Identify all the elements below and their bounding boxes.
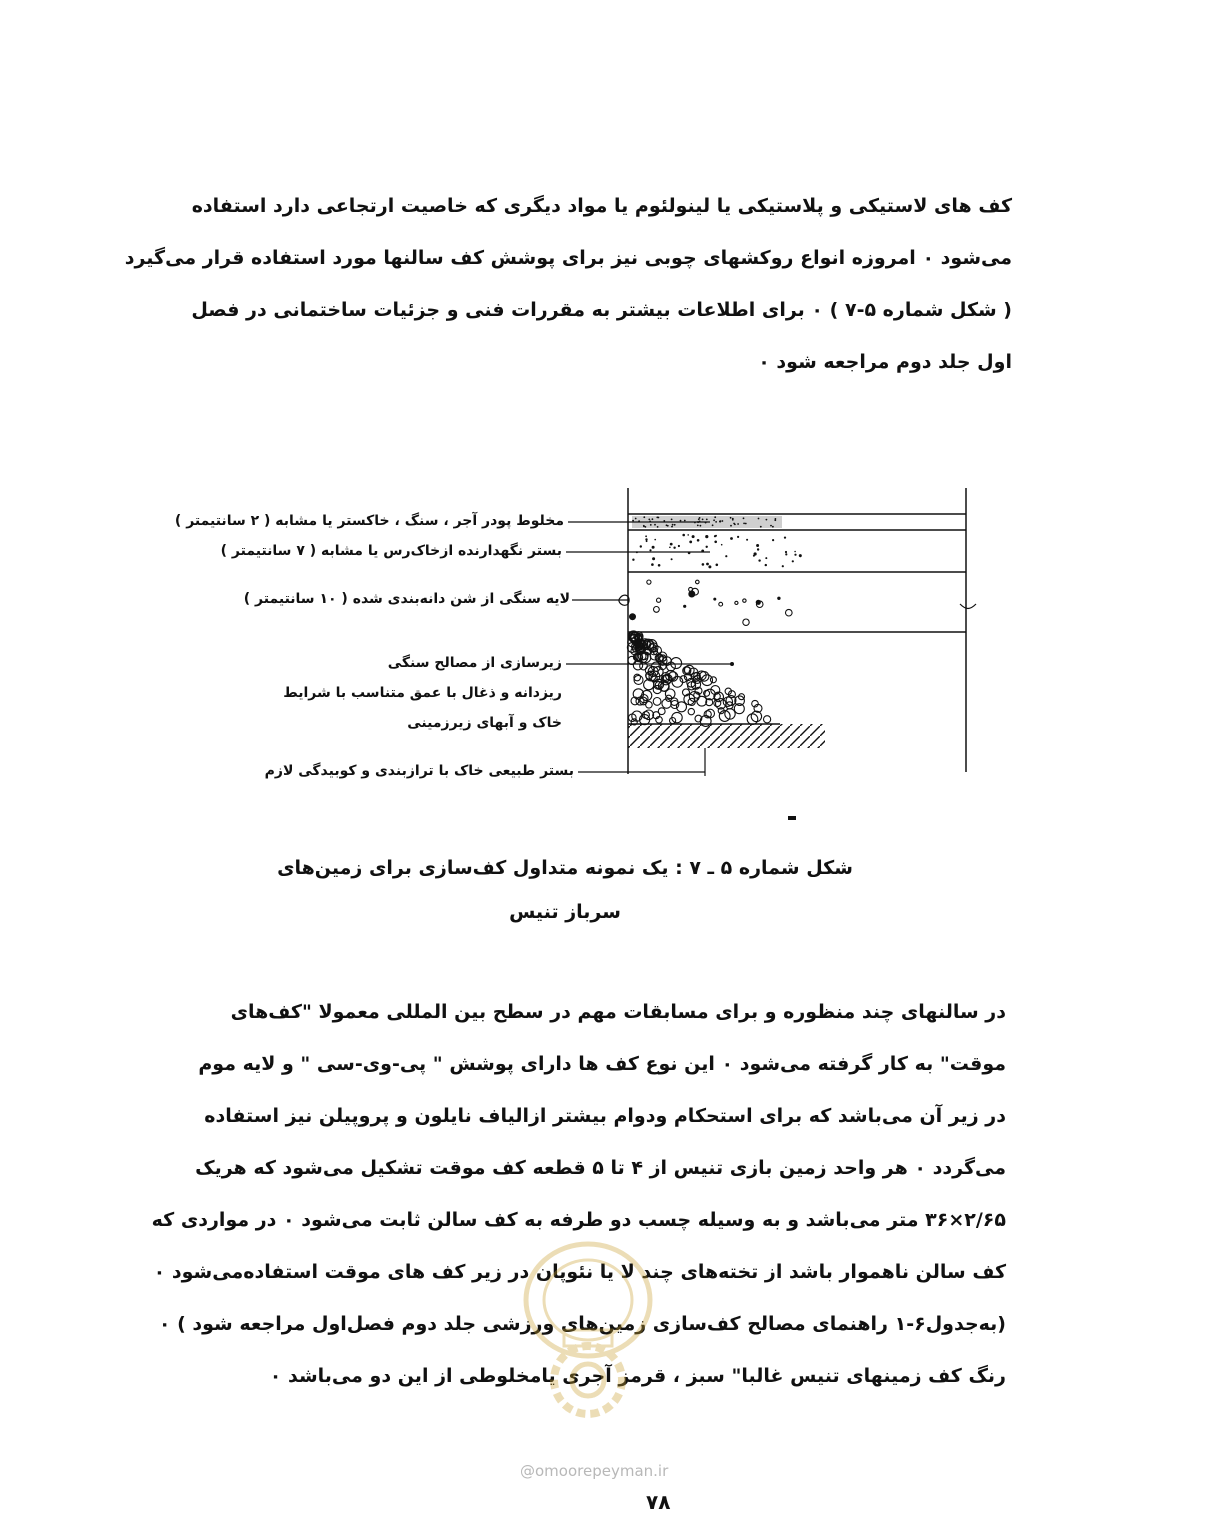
figure-caption — [250, 846, 880, 934]
natural-soil-hatch — [628, 724, 825, 748]
pebble — [713, 598, 716, 601]
speckle-dot — [756, 544, 759, 547]
speckle-dot — [774, 519, 776, 521]
paragraph-line: کف سالن ناهموار باشد از تخته‌های چند لا یا نئوپان در زیر کف های موقت استفاده‌می‌شود ۰ — [153, 1261, 1006, 1283]
label-layer4-line1: زیرسازی از مصالح سنگی — [387, 655, 562, 671]
speckle-dot — [784, 537, 786, 539]
speckle-dot — [670, 543, 673, 546]
speckle-dot — [674, 524, 676, 526]
speckle-dot — [743, 517, 745, 519]
speckle-dot — [635, 518, 637, 520]
floor-section-diagram — [180, 486, 980, 786]
speckle-dot — [680, 520, 682, 522]
speckle-dot — [714, 516, 716, 518]
speckle-dot — [632, 559, 634, 561]
paragraph-line: کف های لاستیکی و پلاستیکی یا لینولئوم یا مواد دیگری که خاصیت ارتجاعی دارد استفاده — [191, 195, 1012, 217]
speckle-dot — [782, 565, 784, 567]
caption-line: شکل شماره ۵ ـ ۷ : یک نمونه متداول کف‌سازی برای زمین‌های — [277, 857, 853, 879]
speckle-dot — [730, 525, 732, 527]
speckle-dot — [656, 517, 658, 519]
label-layer1: مخلوط پودر آجر ، سنگ ، خاکستر یا مشابه ( ۲ سانتیمتر ) — [174, 513, 564, 529]
speckle-dot — [700, 525, 702, 527]
speckle-dot — [671, 526, 673, 528]
bottom-paragraph — [151, 986, 1006, 1402]
speckle-dot — [760, 526, 762, 528]
paragraph-line: اول جلد دوم مراجعه شود ۰ — [758, 351, 1012, 373]
speckle-dot — [792, 560, 794, 562]
speckle-dot — [714, 535, 716, 537]
speckle-dot — [654, 524, 656, 526]
speckle-dot — [716, 564, 719, 567]
caption-line: سرباز تنیس — [509, 901, 621, 923]
speckle-dot — [715, 521, 717, 523]
speckle-dot — [772, 526, 774, 528]
paragraph-line: رنگ کف زمینهای تنیس غالبا" سبز ، قرمز آجری یامخلوطی از این دو می‌باشد ۰ — [269, 1365, 1006, 1387]
speckle-dot — [705, 535, 708, 538]
speckle-dot — [730, 517, 732, 519]
label-layer2: بستر نگهدارنده ازخاک‌رس یا مشابه ( ۷ سانتیمتر ) — [220, 543, 562, 559]
speckle-dot — [671, 519, 673, 521]
speckle-dot — [794, 554, 796, 556]
speckle-dot — [702, 563, 705, 566]
stone — [653, 698, 661, 706]
speckle-dot — [673, 547, 675, 549]
label-layer3: لایه سنگی از شن دانه‌بندی شده ( ۱۰ سانتیمتر ) — [243, 591, 570, 607]
speckle-dot — [672, 524, 674, 526]
speckle-dot — [689, 541, 692, 544]
stone — [714, 700, 721, 707]
website-watermark: @omoorepeyman.ir — [520, 1462, 669, 1480]
speckle-dot — [737, 523, 739, 525]
speckle-dot — [645, 526, 647, 528]
speckle-dot — [800, 556, 802, 558]
speckle-dot — [721, 544, 723, 546]
label-layer4-line2: ریزدانه و ذغال با عمق متناسب با شرایط — [283, 685, 562, 701]
paragraph-line: در سالنهای چند منظوره و برای مسابقات مهم در سطح بین المللی معمولا "کف‌های — [230, 1001, 1006, 1023]
speckle-dot — [754, 552, 757, 555]
pebble — [743, 619, 749, 625]
pebble — [735, 601, 738, 604]
speckle-dot — [678, 545, 680, 547]
speckle-dot — [770, 525, 772, 527]
speckle-dot — [746, 539, 748, 541]
speckle-dot — [706, 546, 708, 548]
speckle-dot — [706, 519, 708, 521]
speckle-dot — [765, 557, 767, 559]
paragraph-line: (به‌جدول۶-۱ راهنمای مصالح کف‌سازی زمین‌های ورزشی جلد دوم فصل‌اول مراجعه شود ) ۰ — [158, 1313, 1006, 1335]
stone — [764, 716, 771, 723]
speckle-dot — [713, 519, 715, 521]
pebble — [629, 613, 636, 620]
speckle-dot — [745, 523, 747, 525]
stone — [688, 708, 694, 714]
speckle-dot — [652, 518, 654, 520]
paragraph-line: می‌شود ۰ امروزه انواع روکشهای چوبی نیز برای پوشش کف سالنها مورد استفاده قرار می‌گیرد — [124, 247, 1012, 269]
speckle-dot — [697, 525, 699, 527]
speckle-dot — [719, 521, 721, 523]
label-layer5: بستر طبیعی خاک با ترازبندی و کوبیدگی لازم — [264, 763, 574, 779]
paragraph-line: موقت" به کار گرفته می‌شود ۰ این نوع کف ها دارای پوشش " پی-وی-سی " و لایه موم — [198, 1053, 1006, 1075]
stone — [751, 711, 761, 721]
speckle-dot — [725, 555, 727, 557]
speckle-dot — [652, 546, 655, 549]
speckle-dot — [702, 519, 704, 521]
speckle-dot — [671, 558, 673, 560]
speckle-dot — [640, 545, 642, 547]
speckle-dot — [785, 551, 787, 553]
speckle-dot — [766, 519, 768, 521]
pebble — [647, 580, 651, 584]
speckle-dot — [692, 535, 695, 538]
speckle-dot — [722, 520, 724, 522]
speckle-dot — [699, 517, 701, 519]
speckle-dot — [697, 539, 700, 542]
paragraph-line: ۲/۶۵×۳۶ متر می‌باشد و به وسیله چسب دو طرفه به کف سالن ثابت می‌شود ۰ در مواردی که — [151, 1209, 1006, 1231]
speckle-dot — [757, 548, 759, 550]
speckle-dot — [649, 549, 651, 551]
pebble — [696, 580, 700, 584]
speckle-dot — [643, 516, 645, 518]
speckle-dot — [732, 519, 734, 521]
leader-layer4-dot — [730, 662, 734, 666]
speckle-dot — [657, 526, 659, 528]
speckle-dot — [687, 534, 689, 536]
pebble — [777, 597, 780, 600]
page-number: ۷۸ — [646, 1490, 671, 1514]
floor-section-figure — [174, 486, 980, 786]
speckle-dot — [650, 524, 652, 526]
label-layer4-line3: خاک و آبهای زیرزمینی — [407, 715, 562, 731]
speckle-dot — [682, 534, 685, 537]
speckle-dot — [758, 559, 760, 561]
pebble — [786, 609, 793, 616]
stone — [710, 677, 716, 683]
layer4-stones — [627, 631, 770, 727]
speckle-dot — [632, 520, 634, 522]
speckle-dot — [714, 541, 717, 544]
paragraph-line: می‌گردد ۰ هر واحد زمین بازی تنیس از ۴ تا ۵ قطعه کف موقت تشکیل می‌شود که هریک — [195, 1157, 1006, 1179]
pebble — [657, 598, 661, 602]
pebble — [683, 605, 686, 608]
speckle-dot — [646, 540, 648, 542]
edge-break-mark — [960, 604, 976, 609]
paragraph-line: ( شکل شماره ۵-۷ ) ۰ برای اطلاعات بیشتر به مقررات فنی و جزئیات ساختمانی در فصل — [191, 299, 1012, 321]
speckle-dot — [706, 563, 709, 566]
speckle-dot — [772, 539, 774, 541]
speckle-dot — [666, 524, 668, 526]
layer3-pebbles — [629, 580, 792, 625]
speckle-dot — [708, 565, 711, 568]
speckle-dot — [758, 518, 760, 520]
speckle-dot — [730, 537, 733, 540]
speckle-dot — [648, 519, 650, 521]
speckle-dot — [654, 539, 656, 541]
speckle-dot — [684, 520, 686, 522]
speckle-dot — [651, 563, 654, 566]
pebble — [719, 602, 723, 606]
speckle-dot — [669, 547, 671, 549]
layer2-speckle — [632, 534, 802, 569]
speckle-dot — [737, 536, 739, 538]
speckle-dot — [645, 535, 647, 537]
speckle-dot — [794, 551, 796, 553]
pebble — [743, 599, 746, 602]
top-paragraph — [124, 180, 1012, 388]
speckle-dot — [652, 557, 655, 560]
speckle-dot — [743, 523, 745, 525]
speckle-dot — [765, 564, 767, 566]
pebble — [654, 607, 660, 613]
speckle-dot — [712, 524, 714, 526]
dash-mark — [788, 816, 796, 820]
paragraph-line: در زیر آن می‌باشد که برای استحکام ودوام بیشتر ازالیاف نایلون و پروپیلن نیز استفاده — [204, 1105, 1006, 1127]
speckle-dot — [734, 524, 736, 526]
speckle-dot — [785, 553, 787, 555]
speckle-dot — [658, 564, 661, 567]
stone — [671, 658, 682, 669]
